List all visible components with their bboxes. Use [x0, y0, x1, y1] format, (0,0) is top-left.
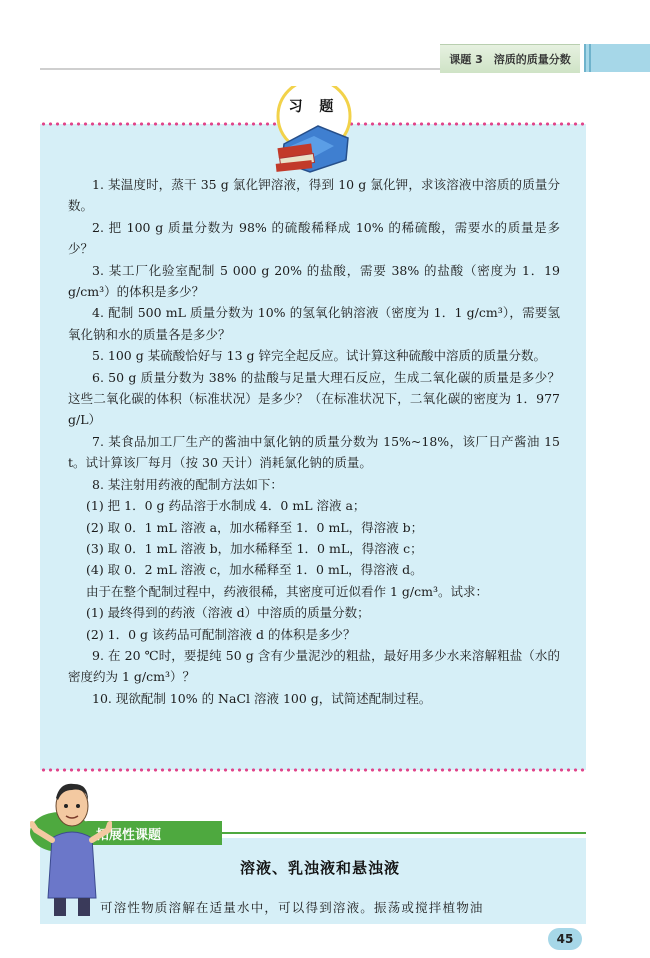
exercise-8-question-1: (1) 最终得到的药液（溶液 d）中溶质的质量分数；: [86, 605, 370, 621]
extension-banner-label: 拓展性课题: [96, 827, 162, 843]
page-number: 45: [548, 928, 582, 950]
exercises-title: 习 题: [288, 99, 340, 115]
exercise-6: 6. 50 g 质量分数为 38% 的盐酸与足量大理石反应，生成二氧化碳的质量是多少？这些二氧化碳的体积（标准状况）是多少？（在标准状况下，二氧化碳的密度为 1．977 g/L）: [68, 369, 560, 428]
chapter-header: [440, 44, 580, 73]
exercise-8: 8. 某注射用药液的配制方法如下：: [92, 476, 283, 492]
extension-rule: [222, 832, 586, 834]
dotted-border-bottom: [40, 768, 586, 772]
exercise-8-step-2: (2) 取 0．1 mL 溶液 a，加水稀释至 1．0 mL，得溶液 b；: [86, 519, 424, 535]
extension-text: 可溶性物质溶解在适量水中，可以得到溶液。振荡或搅拌植物油: [100, 900, 484, 915]
exercise-3: 3. 某工厂化验室配制 5 000 g 20% 的盐酸，需要 38% 的盐酸（密度为 1．19 g/cm³）的体积是多少？: [68, 262, 560, 300]
exercise-7: 7. 某食品加工厂生产的酱油中氯化钠的质量分数为 15%~18%，该厂日产酱油 15 t。试计算该厂每月（按 30 天计）消耗氯化钠的质量。: [68, 433, 560, 471]
exercise-8-step-1: (1) 把 1．0 g 药品溶于水制成 4．0 mL 溶液 a；: [86, 498, 366, 514]
extension-title: 溶液、乳浊液和悬浊液: [239, 859, 400, 877]
exercise-5: 5. 100 g 某硫酸恰好与 13 g 锌完全起反应。试计算这种硫酸中溶质的质量分数。: [92, 348, 547, 364]
exercise-2: 2. 把 100 g 质量分数为 98% 的硫酸稀释成 10% 的稀硫酸，需要水的质量是多少？: [68, 219, 560, 257]
chapter-title: 课题 3 溶质的质量分数: [449, 53, 571, 66]
exercise-4: 4. 配制 500 mL 质量分数为 10% 的氢氧化钠溶液（密度为 1．1 g/cm³），需要氢氧化钠和水的质量各是多少？: [68, 305, 560, 342]
exercise-1: 1. 某温度时，蒸干 35 g 氯化钾溶液，得到 10 g 氯化钾，求该溶液中溶质的质量分数。: [68, 177, 560, 214]
exercise-list: [68, 174, 560, 709]
exercise-8-question-2: (2) 1．0 g 该药品可配制溶液 d 的体积是多少？: [86, 626, 356, 642]
exercise-8-note: 由于在整个配制过程中，药液很稀，其密度可近似看作 1 g/cm³。试求：: [86, 583, 488, 599]
exercise-10: 10. 现欲配制 10% 的 NaCl 溶液 100 g，试简述配制过程。: [92, 690, 432, 706]
exercise-8-step-3: (3) 取 0．1 mL 溶液 b，加水稀释至 1．0 mL，得溶液 c；: [86, 540, 423, 556]
shrugging-person-icon: [30, 778, 112, 918]
header-tab-decoration: [584, 44, 650, 72]
exercise-8-step-4: (4) 取 0．2 mL 溶液 c，加水稀释至 1．0 mL，得溶液 d。: [86, 562, 423, 578]
exercise-9: 9. 在 20 ℃时，要提纯 50 g 含有少量泥沙的粗盐，最好用多少水来溶解粗盐（水的密度约为 1 g/cm³）？: [68, 647, 560, 685]
